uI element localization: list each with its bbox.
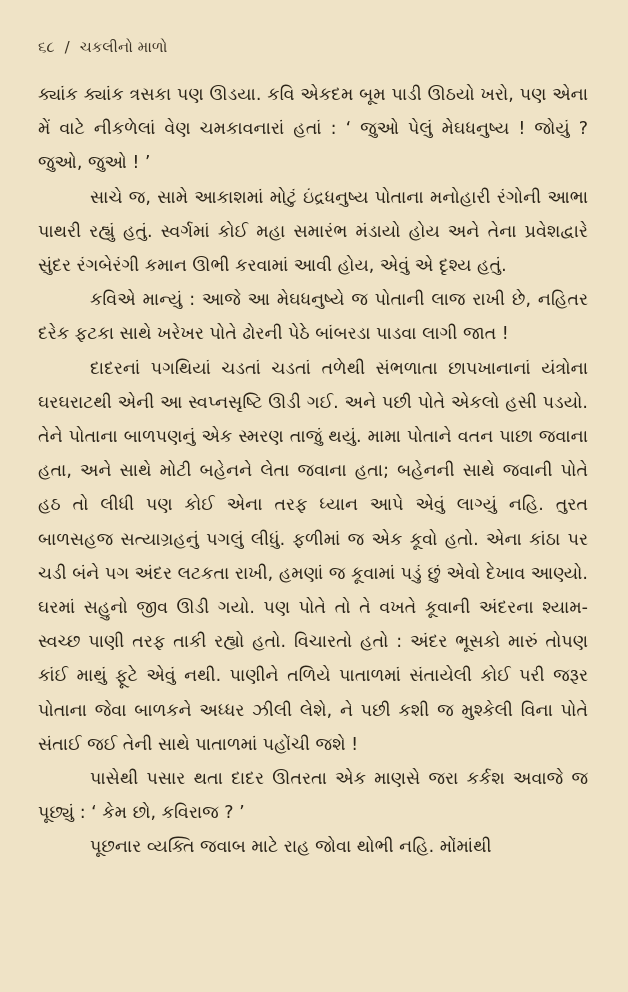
body-text [38,78,588,865]
header-separator: / [64,38,70,56]
book-title: ચકલીનો માળો [79,38,168,56]
page-number: ૬૮ [38,38,55,56]
paragraph-6: પૂછનાર વ્યક્તિ જવાબ માટે રાહ જોવા થોભી નહિ. મોંમાંથી [90,837,492,858]
paragraph-1: ક્યાંક ક્યાંક ત્રસકા પણ ઊડયા. કવિ એકદમ બૂમ પાડી ઊઠયો ખરો, પણ એના મેં વાટે નીકળેલાં વેણ ચમકાવનારાં હતાં : ‘ જુઓ પેલું મેઘધનુષ્ય ! જોયું ? જુઓ, જુઓ ! ’ [38,85,588,174]
paragraph-5: પાસેથી પસાર થતા દાદર ઊતરતા એક માણસે જરા કર્કશ અવાજે જ પૂછ્યું : ‘ કેમ છો, કવિરાજ ? ’ [38,769,588,824]
paragraph-4: દાદરનાં પગથિયાં ચડતાં ચડતાં તળેથી સંભળાતા છાપખાનાનાં યંત્રોના ઘરઘરાટથી એની આ સ્વપ્નસૃષ્ટિ ઊડી ગઈ. અને પછી પોતે એકલો હસી પડયો. તેને પોતાના બાળપણનું એક સ્મરણ તાજું થયું. મામા પોતાને વતન પાછા જવાના હતા, અને સાથે મોટી બહેનને લેતા જવાના હતા; બહેનની સાથે જવાની પોતે હઠ તો લીધી પણ કોઈ એના તરફ ધ્યાન આપે એવું લાગ્યું નહિ. તુરત બાળસહજ સત્યાગ્રહનું પગલું લીધું. ફળીમાં જ એક કૂવો હતો. એના કાંઠા પર ચડી બંને પગ અંદર લટકતા રાખી, હમણાં જ કૂવામાં પડું છું એવો દેખાવ આણ્યો. ઘરમાં સહુનો જીવ ઊડી ગયો. પણ પોતે તો તે વખતે કૂવાની અંદરના શ્યામ-સ્વચ્છ પાણી તરફ તાકી રહ્યો હતો. વિચારતો હતો : અંદર ભૂસકો મારું તોપણ કાંઈ માથું ફૂટે એવું નથી. પાણીને તળિયે પાતાળમાં સંતાયેલી કોઈ પરી જરૂર પોતાના જેવા બાળકને અધ્ધર ઝીલી લેશે, ને પછી કશી જ મુશ્કેલી વિના પોતે સંતાઈ જઈ તેની સાથે પાતાળમાં પહોંચી જશે ! [38,358,588,755]
running-header [38,38,588,56]
paragraph-3: કવિએ માન્યું : આજે આ મેઘધનુષ્યે જ પોતાની લાજ રાખી છે, નહિતર દરેક ફટકા સાથે ખરેખર પોતે ઢોરની પેઠે બાંબરડા પાડવા લાગી જાત ! [38,290,588,345]
paragraph-2: સાચે જ, સામે આકાશમાં મોટું ઇંદ્રધનુષ્ય પોતાના મનોહારી રંગોની આભા પાથરી રહ્યું હતું. સ્વર્ગમાં કોઈ મહા સમારંભ મંડાયો હોય અને તેના પ્રવેશદ્વારે સુંદર રંગબેરંગી કમાન ઊભી કરવામાં આવી હોય, એવું એ દૃશ્ય હતું. [38,187,588,277]
